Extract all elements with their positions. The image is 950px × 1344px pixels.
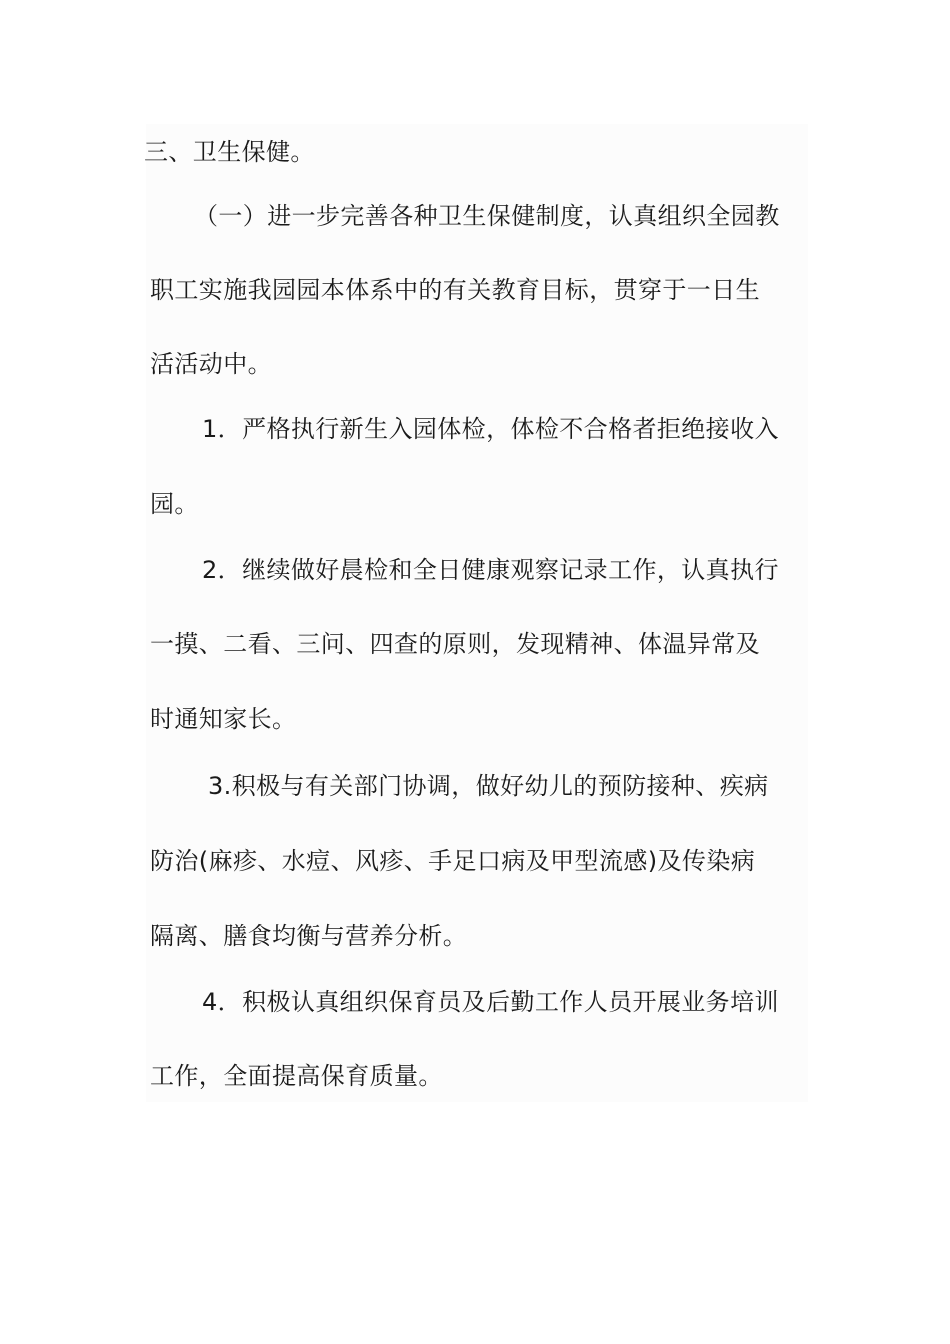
paragraph-1-line-1: （一）进一步完善各种卫生保健制度，认真组织全园教	[194, 202, 780, 230]
paragraph-5-line-2: 工作，全面提高保育质量。	[150, 1062, 443, 1090]
paragraph-3-line-3: 时通知家长。	[150, 705, 297, 733]
paragraph-2-line-2: 园。	[150, 490, 199, 518]
paragraph-1-line-2: 职工实施我园园本体系中的有关教育目标，贯穿于一日生	[150, 276, 760, 304]
paragraph-2-line-1: 1．严格执行新生入园体检，体检不合格者拒绝接收入	[202, 415, 779, 443]
paragraph-3-line-1: 2．继续做好晨检和全日健康观察记录工作，认真执行	[202, 556, 779, 584]
paragraph-3-line-2: 一摸、二看、三问、四查的原则，发现精神、体温异常及	[150, 630, 760, 658]
paragraph-5-line-1: 4．积极认真组织保育员及后勤工作人员开展业务培训	[202, 988, 779, 1016]
paragraph-4-line-2: 防治(麻疹、水痘、风疹、手足口病及甲型流感)及传染病	[150, 847, 756, 875]
paragraph-4-line-3: 隔离、膳食均衡与营养分析。	[150, 922, 468, 950]
paragraph-4-line-1: 3.积极与有关部门协调，做好幼儿的预防接种、疾病	[208, 772, 769, 800]
paragraph-1-line-3: 活活动中。	[150, 350, 272, 378]
document-text-block	[146, 124, 808, 1102]
section-heading: 三、卫生保健。	[144, 138, 315, 166]
